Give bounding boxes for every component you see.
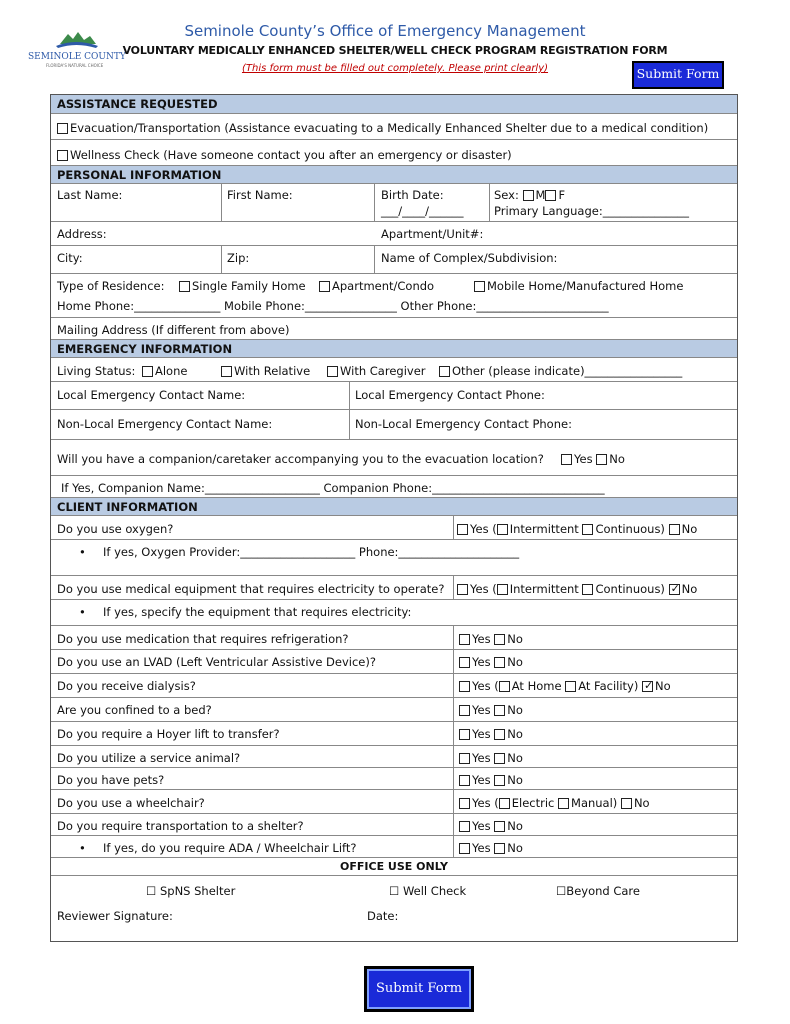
dialysis-at-facility-checkbox[interactable] bbox=[565, 681, 576, 692]
beyond-care-option[interactable]: ☐Beyond Care bbox=[556, 884, 640, 898]
oxygen-yes-checkbox[interactable] bbox=[457, 524, 468, 535]
with-caregiver-checkbox[interactable] bbox=[327, 366, 338, 377]
apartment-field[interactable]: Apartment/Unit#: bbox=[381, 227, 484, 241]
oxygen-provider-row bbox=[51, 539, 737, 576]
oxygen-provider-field[interactable]: • If yes, Oxygen Provider:____________________ Phone:_____________________ bbox=[103, 545, 519, 559]
companion-question-row: Will you have a companion/caretaker accompanying you to the evacuation location? Yes No bbox=[51, 439, 737, 476]
office-options-row bbox=[51, 875, 737, 904]
equipment-specify-row bbox=[51, 599, 737, 626]
mobile-home-checkbox[interactable] bbox=[474, 281, 485, 292]
equipment-row: Do you use medical equipment that requires electricity to operate? Yes ( Intermittent Continuous) ✓ No bbox=[51, 575, 737, 600]
complex-field[interactable]: Name of Complex/Subdivision: bbox=[381, 251, 558, 265]
section-header-personal: PERSONAL INFORMATION bbox=[51, 165, 737, 184]
with-relative-checkbox[interactable] bbox=[221, 366, 232, 377]
pets-no-checkbox[interactable] bbox=[494, 775, 505, 786]
equipment-yes-checkbox[interactable] bbox=[457, 584, 468, 595]
reviewer-row bbox=[51, 903, 737, 941]
evacuation-option-row: Evacuation/Transportation (Assistance evacuating to a Medically Enhanced Shelter due to a medical condition) bbox=[51, 113, 737, 140]
oxygen-intermittent-checkbox[interactable] bbox=[497, 524, 508, 535]
address-row bbox=[51, 221, 737, 246]
companion-yes-checkbox[interactable] bbox=[561, 454, 572, 465]
mailing-address-field[interactable]: Mailing Address (If different from above) bbox=[57, 323, 290, 337]
lvad-yes-checkbox[interactable] bbox=[459, 657, 470, 668]
wheelchair-row: Do you use a wheelchair? Yes ( Electric Manual) No bbox=[51, 789, 737, 814]
oxygen-no-checkbox[interactable] bbox=[669, 524, 680, 535]
pets-yes-checkbox[interactable] bbox=[459, 775, 470, 786]
svg-text:FLORIDA'S NATURAL CHOICE: FLORIDA'S NATURAL CHOICE bbox=[46, 63, 104, 68]
equipment-no-checkbox[interactable] bbox=[669, 584, 680, 595]
phones-row bbox=[51, 295, 737, 317]
address-field[interactable]: Address: bbox=[57, 227, 107, 241]
lvad-no-checkbox[interactable] bbox=[494, 657, 505, 668]
companion-no-checkbox[interactable] bbox=[596, 454, 607, 465]
wheelchair-no-checkbox[interactable] bbox=[621, 798, 632, 809]
companion-info-field[interactable]: If Yes, Companion Name:____________________ Companion Phone:______________________________ bbox=[61, 481, 605, 495]
form-subtitle: VOLUNTARY MEDICALLY ENHANCED SHELTER/WELL CHECK PROGRAM REGISTRATION FORM bbox=[122, 44, 668, 57]
sex-f-checkbox[interactable] bbox=[545, 190, 556, 201]
oxygen-row: Do you use oxygen? Yes ( Intermittent Continuous) No bbox=[51, 515, 737, 540]
section-header-emergency: EMERGENCY INFORMATION bbox=[51, 339, 737, 358]
local-contact-name-field[interactable]: Local Emergency Contact Name: bbox=[57, 388, 246, 402]
registration-form bbox=[50, 94, 738, 942]
review-date-field[interactable]: Date: bbox=[367, 909, 399, 923]
residence-row: Type of Residence: Single Family Home Apartment/Condo Mobile Home/Manufactured Home bbox=[51, 273, 737, 296]
name-row: Last Name: First Name: Birth Date: ___/____/______ Sex: M F Primary Language:_______________ bbox=[51, 183, 737, 222]
wheelchair-electric-checkbox[interactable] bbox=[499, 798, 510, 809]
dialysis-no-checkbox[interactable] bbox=[642, 681, 653, 692]
dialysis-yes-checkbox[interactable] bbox=[459, 681, 470, 692]
birth-date-label: Birth Date: bbox=[381, 188, 444, 202]
city-field[interactable]: City: bbox=[57, 251, 83, 265]
lvad-row: Do you use an LVAD (Left Ventricular Assistive Device)? Yes No bbox=[51, 649, 737, 674]
sex-m-checkbox[interactable] bbox=[523, 190, 534, 201]
service-animal-row: Do you utilize a service animal? Yes No bbox=[51, 745, 737, 768]
other-living-checkbox[interactable] bbox=[439, 366, 450, 377]
primary-language-field[interactable]: Primary Language:_______________ bbox=[494, 204, 689, 218]
submit-form-button-top[interactable]: Submit Form bbox=[632, 61, 724, 89]
ada-no-checkbox[interactable] bbox=[494, 843, 505, 854]
wheelchair-manual-checkbox[interactable] bbox=[558, 798, 569, 809]
form-title: Seminole County’s Office of Emergency Management bbox=[184, 22, 586, 40]
bed-row: Are you confined to a bed? Yes No bbox=[51, 697, 737, 722]
submit-form-button-bottom[interactable]: Submit Form bbox=[364, 966, 474, 1012]
dialysis-at-home-checkbox[interactable] bbox=[499, 681, 510, 692]
service-animal-no-checkbox[interactable] bbox=[494, 753, 505, 764]
birth-date-field[interactable]: ___/____/______ bbox=[381, 204, 464, 218]
mailing-row bbox=[51, 317, 737, 340]
single-family-checkbox[interactable] bbox=[179, 281, 190, 292]
city-row bbox=[51, 245, 737, 274]
instruction-note: (This form must be filled out completely. Please print clearly) bbox=[241, 63, 549, 74]
equipment-specify-field[interactable]: • If yes, specify the equipment that requires electricity: bbox=[103, 605, 411, 619]
reviewer-signature-field[interactable]: Reviewer Signature: bbox=[57, 909, 173, 923]
hoyer-yes-checkbox[interactable] bbox=[459, 729, 470, 740]
office-use-header: OFFICE USE ONLY bbox=[51, 857, 737, 876]
evacuation-checkbox[interactable] bbox=[57, 123, 68, 134]
transport-row: Do you require transportation to a shelter? Yes No bbox=[51, 813, 737, 836]
wellness-option-row: Wellness Check (Have someone contact you after an emergency or disaster) bbox=[51, 139, 737, 166]
living-status-row: Living Status: Alone With Relative With Caregiver Other (please indicate)_________________ bbox=[51, 357, 737, 382]
first-name-field[interactable]: First Name: bbox=[227, 188, 293, 202]
phones-field[interactable]: Home Phone:_______________ Mobile Phone:________________ Other Phone:_______________________ bbox=[57, 299, 609, 313]
transport-no-checkbox[interactable] bbox=[494, 821, 505, 832]
refrigeration-yes-checkbox[interactable] bbox=[459, 634, 470, 645]
apartment-condo-checkbox[interactable] bbox=[319, 281, 330, 292]
equipment-intermittent-checkbox[interactable] bbox=[497, 584, 508, 595]
well-check-option[interactable]: ☐ Well Check bbox=[389, 884, 467, 898]
nonlocal-contact-name-field[interactable]: Non-Local Emergency Contact Name: bbox=[57, 417, 273, 431]
svg-text:SEMINOLE COUNTY: SEMINOLE COUNTY bbox=[28, 52, 126, 62]
companion-info-row bbox=[51, 475, 737, 498]
nonlocal-contact-row bbox=[51, 409, 737, 440]
hoyer-no-checkbox[interactable] bbox=[494, 729, 505, 740]
spns-shelter-option[interactable]: ☐ SpNS Shelter bbox=[146, 884, 236, 898]
transport-yes-checkbox[interactable] bbox=[459, 821, 470, 832]
local-contact-row bbox=[51, 381, 737, 410]
service-animal-yes-checkbox[interactable] bbox=[459, 753, 470, 764]
wheelchair-yes-checkbox[interactable] bbox=[459, 798, 470, 809]
hoyer-row: Do you require a Hoyer lift to transfer? Yes No bbox=[51, 721, 737, 746]
nonlocal-contact-phone-field[interactable]: Non-Local Emergency Contact Phone: bbox=[355, 417, 572, 431]
refrigeration-no-checkbox[interactable] bbox=[494, 634, 505, 645]
alone-checkbox[interactable] bbox=[142, 366, 153, 377]
local-contact-phone-field[interactable]: Local Emergency Contact Phone: bbox=[355, 388, 545, 402]
ada-row: • If yes, do you require ADA / Wheelchair Lift? Yes No bbox=[51, 835, 737, 858]
ada-yes-checkbox[interactable] bbox=[459, 843, 470, 854]
oxygen-continuous-checkbox[interactable] bbox=[582, 524, 593, 535]
bed-no-checkbox[interactable] bbox=[494, 705, 505, 716]
equipment-continuous-checkbox[interactable] bbox=[582, 584, 593, 595]
wellness-checkbox[interactable] bbox=[57, 150, 68, 161]
section-header-client: CLIENT INFORMATION bbox=[51, 497, 737, 516]
last-name-field[interactable]: Last Name: bbox=[57, 188, 123, 202]
zip-field[interactable]: Zip: bbox=[227, 251, 250, 265]
dialysis-row: Do you receive dialysis? Yes ( At Home At Facility) ✓ No bbox=[51, 673, 737, 698]
refrigeration-row: Do you use medication that requires refrigeration? Yes No bbox=[51, 625, 737, 650]
bed-yes-checkbox[interactable] bbox=[459, 705, 470, 716]
section-header-assistance: ASSISTANCE REQUESTED bbox=[51, 95, 737, 113]
pets-row: Do you have pets? Yes No bbox=[51, 767, 737, 790]
